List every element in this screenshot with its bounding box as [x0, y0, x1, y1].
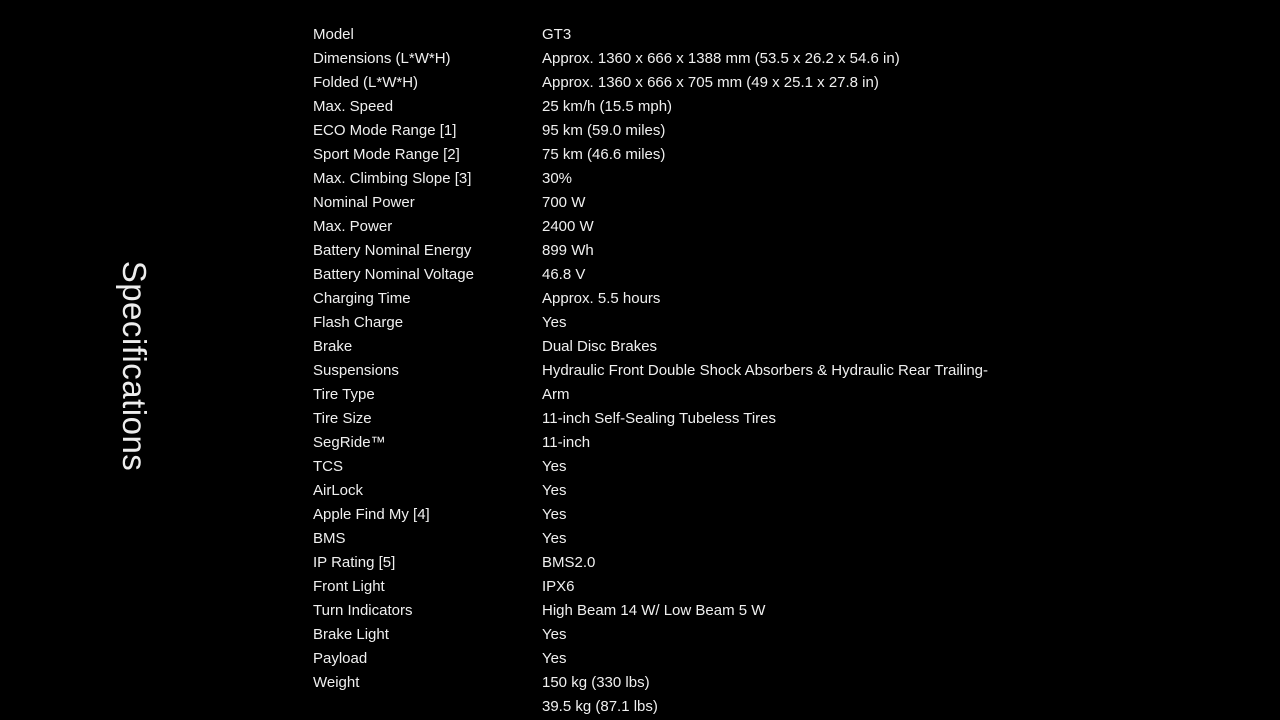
spec-label: Dimensions (L*W*H): [313, 50, 451, 67]
spec-label: ECO Mode Range [1]: [313, 122, 457, 139]
spec-label: Weight: [313, 674, 360, 691]
spec-value: Yes: [542, 314, 567, 331]
spec-value: 11-inch Self-Sealing Tubeless Tires: [542, 410, 777, 427]
spec-label: Tire Size: [313, 410, 372, 427]
spec-label: Brake: [313, 338, 353, 355]
spec-value: 30%: [542, 170, 573, 187]
spec-value: IPX6: [542, 578, 575, 595]
spec-values-column: [542, 23, 988, 719]
spec-value: 899 Wh: [542, 242, 594, 259]
spec-value: Yes: [542, 650, 567, 667]
spec-value: 39.5 kg (87.1 lbs): [542, 698, 658, 715]
spec-value: Yes: [542, 530, 567, 547]
spec-value: Yes: [542, 506, 567, 523]
spec-value: 46.8 V: [542, 266, 586, 283]
section-title: Specifications: [116, 260, 153, 472]
spec-label: Max. Climbing Slope [3]: [313, 170, 472, 187]
spec-value: GT3: [542, 26, 572, 43]
spec-value: 150 kg (330 lbs): [542, 674, 650, 691]
spec-label: IP Rating [5]: [313, 554, 396, 571]
spec-value: Hydraulic Front Double Shock Absorbers & Hydraulic Rear Trailing-: [542, 362, 989, 379]
spec-value: 2400 W: [542, 218, 594, 235]
spec-value: Dual Disc Brakes: [542, 338, 658, 355]
spec-label: Turn Indicators: [313, 602, 413, 619]
spec-label: Battery Nominal Energy: [313, 242, 472, 259]
spec-value: 95 km (59.0 miles): [542, 122, 666, 139]
spec-label: Model: [313, 26, 354, 43]
spec-value: Approx. 1360 x 666 x 705 mm (49 x 25.1 x 27.8 in): [542, 74, 879, 91]
spec-label: Flash Charge: [313, 314, 404, 331]
spec-label: Nominal Power: [313, 194, 415, 211]
spec-label: Apple Find My [4]: [313, 506, 430, 523]
spec-value: Yes: [542, 626, 567, 643]
spec-label: Max. Power: [313, 218, 393, 235]
spec-value: Approx. 1360 x 666 x 1388 mm (53.5 x 26.2 x 54.6 in): [542, 50, 900, 67]
spec-value: Yes: [542, 482, 567, 499]
spec-value: Yes: [542, 458, 567, 475]
spec-label: Front Light: [313, 578, 385, 595]
spec-labels-column: [313, 23, 474, 695]
spec-label: SegRide™: [313, 434, 386, 451]
spec-value: High Beam 14 W/ Low Beam 5 W: [542, 602, 766, 619]
spec-value: Arm: [542, 386, 570, 403]
spec-value: Approx. 5.5 hours: [542, 290, 661, 307]
spec-label: Max. Speed: [313, 98, 394, 115]
spec-value: 700 W: [542, 194, 586, 211]
spec-value: BMS2.0: [542, 554, 596, 571]
spec-value: 11-inch: [542, 434, 591, 451]
spec-label: Battery Nominal Voltage: [313, 266, 474, 283]
spec-label: Tire Type: [313, 386, 375, 403]
spec-label: Folded (L*W*H): [313, 74, 419, 91]
spec-label: Sport Mode Range [2]: [313, 146, 460, 163]
spec-label: TCS: [313, 458, 343, 475]
spec-value: 75 km (46.6 miles): [542, 146, 666, 163]
spec-value: 25 km/h (15.5 mph): [542, 98, 673, 115]
spec-label: Suspensions: [313, 362, 399, 379]
spec-label: Brake Light: [313, 626, 389, 643]
spec-label: AirLock: [313, 482, 364, 499]
spec-label: Payload: [313, 650, 368, 667]
spec-label: BMS: [313, 530, 346, 547]
spec-label: Charging Time: [313, 290, 411, 307]
